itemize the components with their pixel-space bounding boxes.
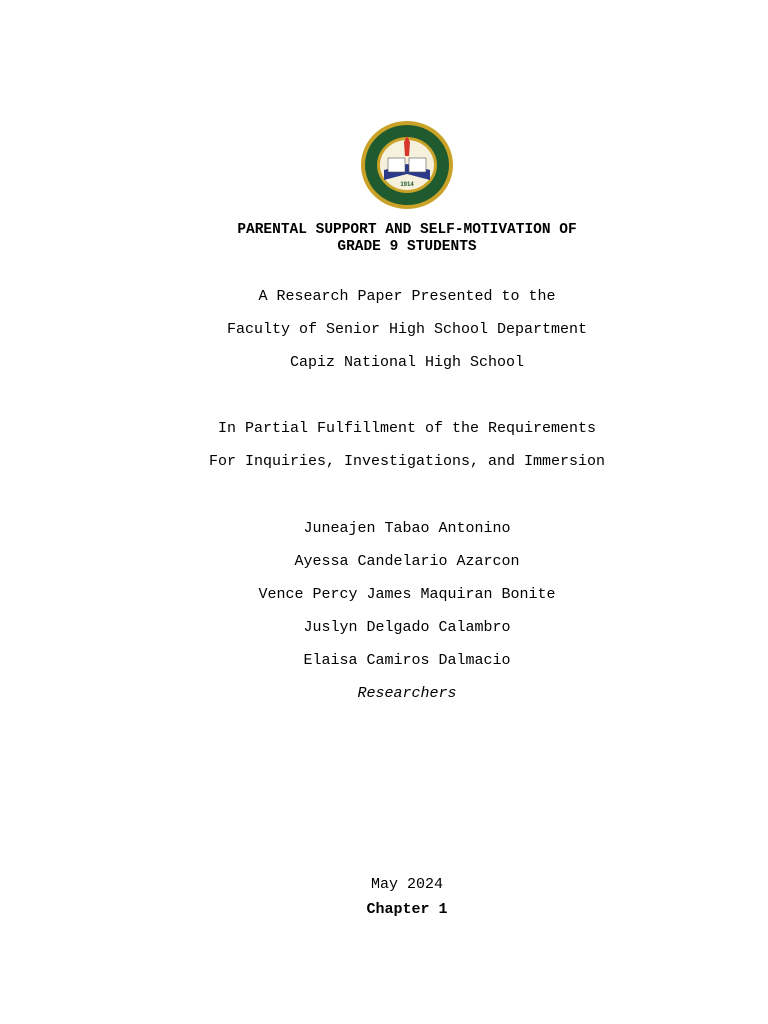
researcher-name: Elaisa Camiros Dalmacio (303, 652, 511, 669)
fulfillment-line-1: In Partial Fulfillment of the Requirements (217, 420, 597, 437)
fulfillment-line-2: For Inquiries, Investigations, and Immersion (208, 453, 606, 470)
researcher-name: Juneajen Tabao Antonino (303, 520, 511, 537)
researcher-name: Juslyn Delgado Calambro (303, 619, 511, 636)
school-seal-logo (360, 120, 454, 210)
presentation-line-1: A Research Paper Presented to the (258, 288, 556, 305)
title-line-2: GRADE 9 STUDENTS (337, 239, 477, 255)
title-line-1: PARENTAL SUPPORT AND SELF-MOTIVATION OF (237, 222, 577, 238)
svg-text:1914: 1914 (400, 182, 414, 188)
submission-date: May 2024 (370, 876, 443, 893)
paper-title (0, 222, 768, 256)
researcher-name: Ayessa Candelario Azarcon (294, 553, 520, 570)
chapter-heading: Chapter 1 (366, 901, 448, 918)
researchers-label: Researchers (357, 685, 457, 702)
presentation-line-2: Faculty of Senior High School Department (226, 321, 588, 338)
researcher-name: Vence Percy James Maquiran Bonite (258, 586, 556, 603)
school-name: Capiz National High School (289, 354, 525, 371)
